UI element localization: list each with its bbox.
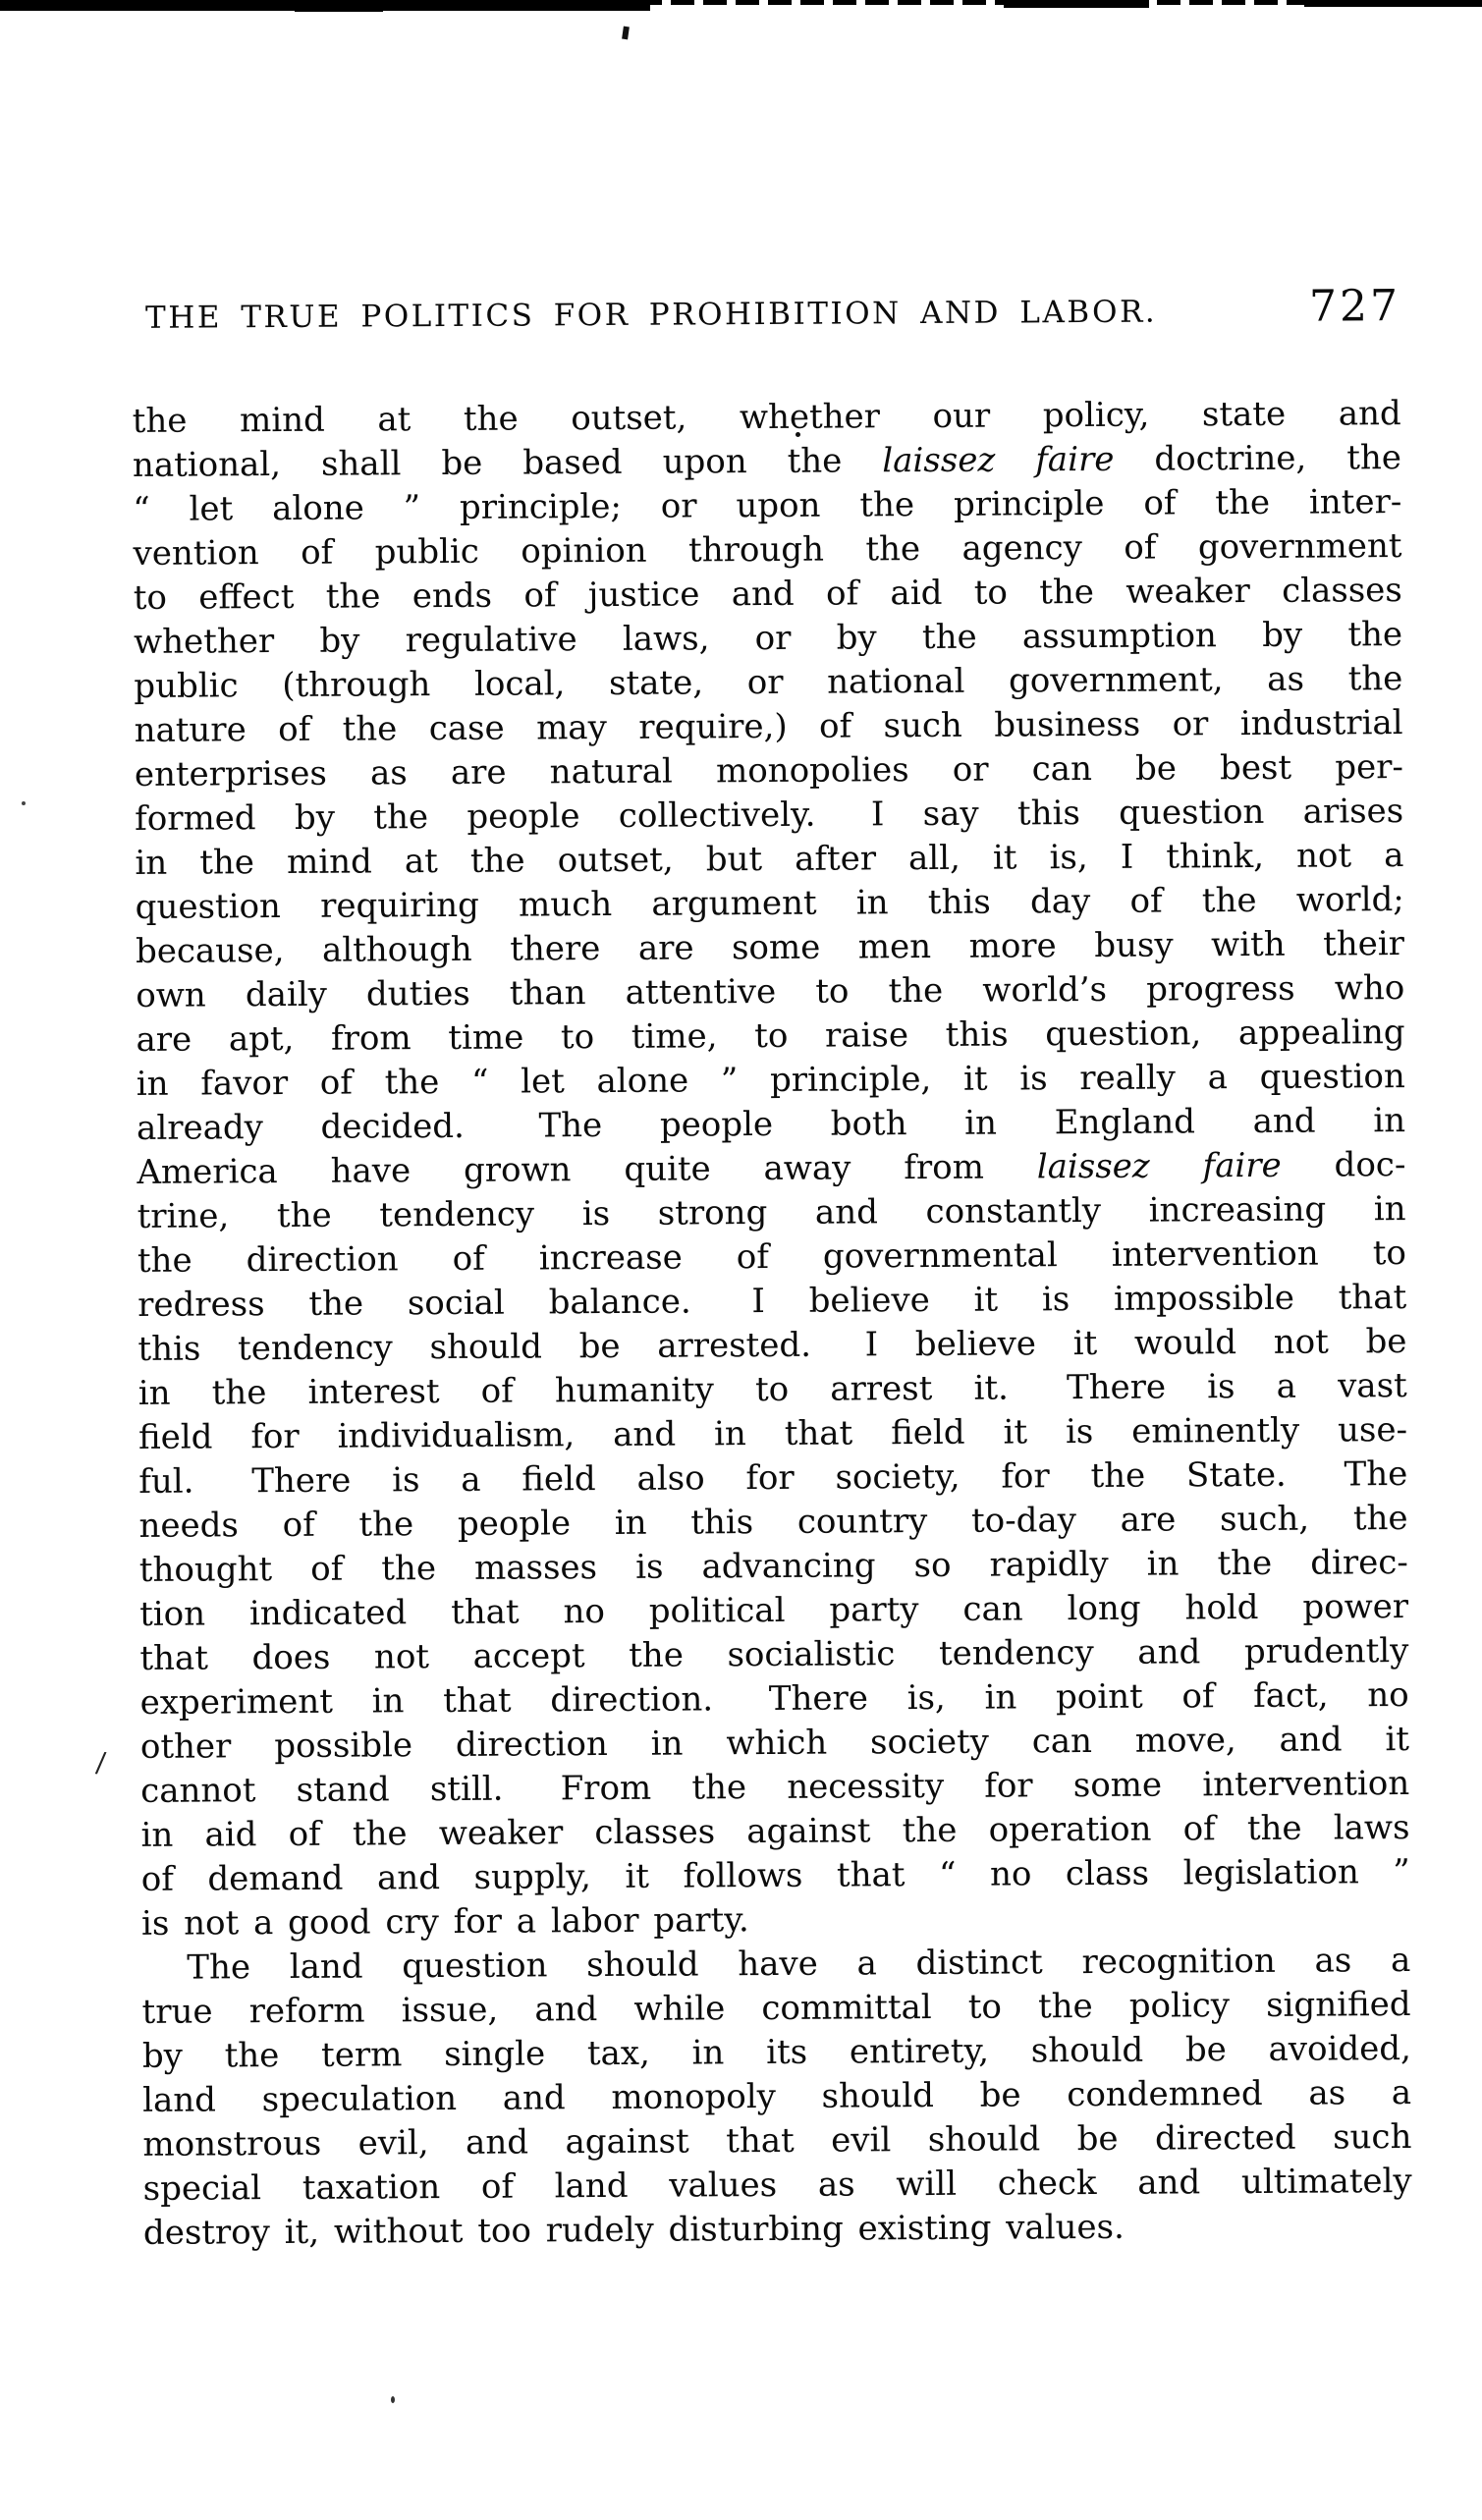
text-line <box>134 657 1402 709</box>
text-line <box>137 1232 1406 1284</box>
text-run: land speculation and monopoly should be condemned as a <box>142 2073 1412 2120</box>
text-line <box>142 2115 1411 2167</box>
text-line <box>137 1055 1405 1107</box>
text-line <box>136 878 1404 930</box>
text-run: doc- <box>1281 1145 1406 1185</box>
text-run: enterprises as are natural monopolies or can be best per- <box>134 747 1404 794</box>
text-line <box>137 1276 1406 1328</box>
text-run: The land question should have a distinct recognition as a <box>187 1941 1411 1988</box>
text-run: doctrine, the <box>1114 438 1402 479</box>
text-run: experiment in that direction. There is, in point of fact, no <box>139 1675 1409 1723</box>
text-line <box>141 1850 1410 1902</box>
text-line <box>137 1099 1405 1151</box>
text-run: in aid of the weaker classes against the operation of the laws <box>140 1808 1410 1855</box>
text-run: the mind at the outset, whether our policy, state and <box>132 394 1401 441</box>
text-line <box>138 1364 1407 1416</box>
text-run: thought of the masses is advancing so rapidly in the direc- <box>138 1543 1408 1590</box>
text-line <box>135 745 1403 797</box>
text-line <box>136 1011 1404 1063</box>
body-text <box>133 392 1413 2256</box>
text-line <box>133 436 1401 488</box>
text-run: this tendency should be arrested. I believe it would not be <box>137 1322 1407 1369</box>
scan-border-top-clump <box>1304 0 1482 7</box>
text-line <box>140 1718 1409 1770</box>
text-run: is not a good cry for a labor party. <box>140 1900 749 1944</box>
text-run: redress the social balance. I believe it is impossible that <box>137 1278 1407 1325</box>
italic-run: laissez faire <box>882 439 1115 481</box>
text-line <box>139 1541 1408 1593</box>
text-line <box>142 2027 1411 2079</box>
italic-run: laissez faire <box>1036 1145 1282 1187</box>
text-run: trine, the tendency is strong and constantly increasing in <box>137 1189 1406 1236</box>
text-line <box>133 480 1401 532</box>
text-run: special taxation of land values as will check and ultimately <box>142 2162 1412 2209</box>
text-line <box>139 1629 1408 1681</box>
text-run: “ let alone ” principle; or upon the principle of the inter- <box>133 482 1402 529</box>
text-run: are apt, from time to time, to raise this question, appealing <box>136 1013 1405 1060</box>
scan-border-top-clump <box>1004 0 1149 8</box>
page-number: 727 <box>1308 281 1401 332</box>
text-line <box>136 966 1404 1018</box>
text-line <box>133 524 1401 576</box>
text-line <box>143 2160 1412 2212</box>
text-run: true reform issue, and while committal to the policy signified <box>141 1985 1411 2032</box>
text-line <box>135 834 1403 886</box>
text-run: because, although there are some men more busy with their <box>135 924 1405 971</box>
text-run: cannot stand still. From the necessity for some intervention <box>140 1764 1410 1811</box>
text-line <box>134 613 1402 665</box>
ink-speck <box>391 2396 395 2403</box>
text-line <box>141 1894 1410 1946</box>
ink-speck <box>22 801 26 805</box>
text-line <box>139 1585 1408 1637</box>
margin-pen-mark: / <box>94 1745 108 1780</box>
running-header <box>132 281 1400 339</box>
text-line <box>137 1143 1405 1195</box>
scan-border-top-clump <box>295 8 383 12</box>
text-run: in the mind at the outset, but after all, it is, I think, not a <box>135 836 1404 883</box>
text-run: field for individualism, and in that field it is eminently use- <box>137 1410 1408 1457</box>
text-run: destroy it, without too rudely disturbing existing values. <box>142 2207 1125 2253</box>
text-line <box>137 1320 1406 1372</box>
text-line <box>138 1452 1407 1505</box>
text-line <box>135 701 1403 753</box>
text-line <box>140 1762 1409 1814</box>
text-run: by the term single tax, in its entirety, should be avoided, <box>141 2029 1411 2076</box>
text-run: already decided. The people both in England and in <box>136 1101 1406 1148</box>
text-run: own daily duties than attentive to the world’s progress who <box>136 968 1405 1015</box>
text-run: of demand and supply, it follows that “ no class legislation ” <box>140 1852 1410 1899</box>
text-run: vention of public opinion through the agency of government <box>133 526 1402 574</box>
text-run: public (through local, state, or national government, as the <box>134 659 1403 706</box>
text-line <box>136 922 1404 974</box>
text-run: tion indicated that no political party can long hold power <box>139 1587 1409 1634</box>
text-run: that does not accept the socialistic tendency and prudently <box>139 1631 1409 1678</box>
text-line <box>138 1497 1407 1549</box>
text-run: in favor of the “ let alone ” principle, it is really a question <box>136 1057 1405 1104</box>
text-run: ful. There is a field also for society, for the State. The <box>138 1454 1408 1502</box>
text-line <box>138 1408 1407 1460</box>
text-line <box>137 1187 1406 1239</box>
text-run: formed by the people collectively. I say this question arises <box>135 792 1404 839</box>
text-run: nature of the case may require,) of such business or industrial <box>134 703 1403 750</box>
text-line <box>135 790 1403 842</box>
ink-speck <box>622 27 630 40</box>
text-line <box>142 2071 1411 2123</box>
text-run: America have grown quite away from <box>137 1147 1037 1192</box>
running-header-title: THE TRUE POLITICS FOR PROHIBITION AND LABOR. <box>144 294 1158 336</box>
text-run: monstrous evil, and against that evil should be directed such <box>142 2117 1412 2164</box>
text-run: whether by regulative laws, or by the assumption by the <box>133 615 1403 662</box>
text-line <box>140 1806 1409 1858</box>
text-line <box>133 392 1401 444</box>
text-line <box>141 1939 1410 1991</box>
text-run: question requiring much argument in this day of the world; <box>135 880 1404 927</box>
text-line <box>141 1983 1410 2035</box>
text-run: other possible direction in which society can move, and it <box>139 1720 1410 1767</box>
text-run: to effect the ends of justice and of aid to the weaker classes <box>133 571 1402 618</box>
text-run: the direction of increase of governmental intervention to <box>137 1233 1407 1281</box>
page-content <box>132 281 1412 2256</box>
text-line <box>140 1673 1409 1726</box>
text-line <box>134 569 1402 621</box>
text-run: needs of the people in this country to-day are such, the <box>138 1499 1408 1546</box>
text-run: national, shall be based upon the <box>132 441 883 485</box>
text-run: in the interest of humanity to arrest it. There is a vast <box>137 1366 1407 1413</box>
text-line <box>143 2204 1412 2256</box>
